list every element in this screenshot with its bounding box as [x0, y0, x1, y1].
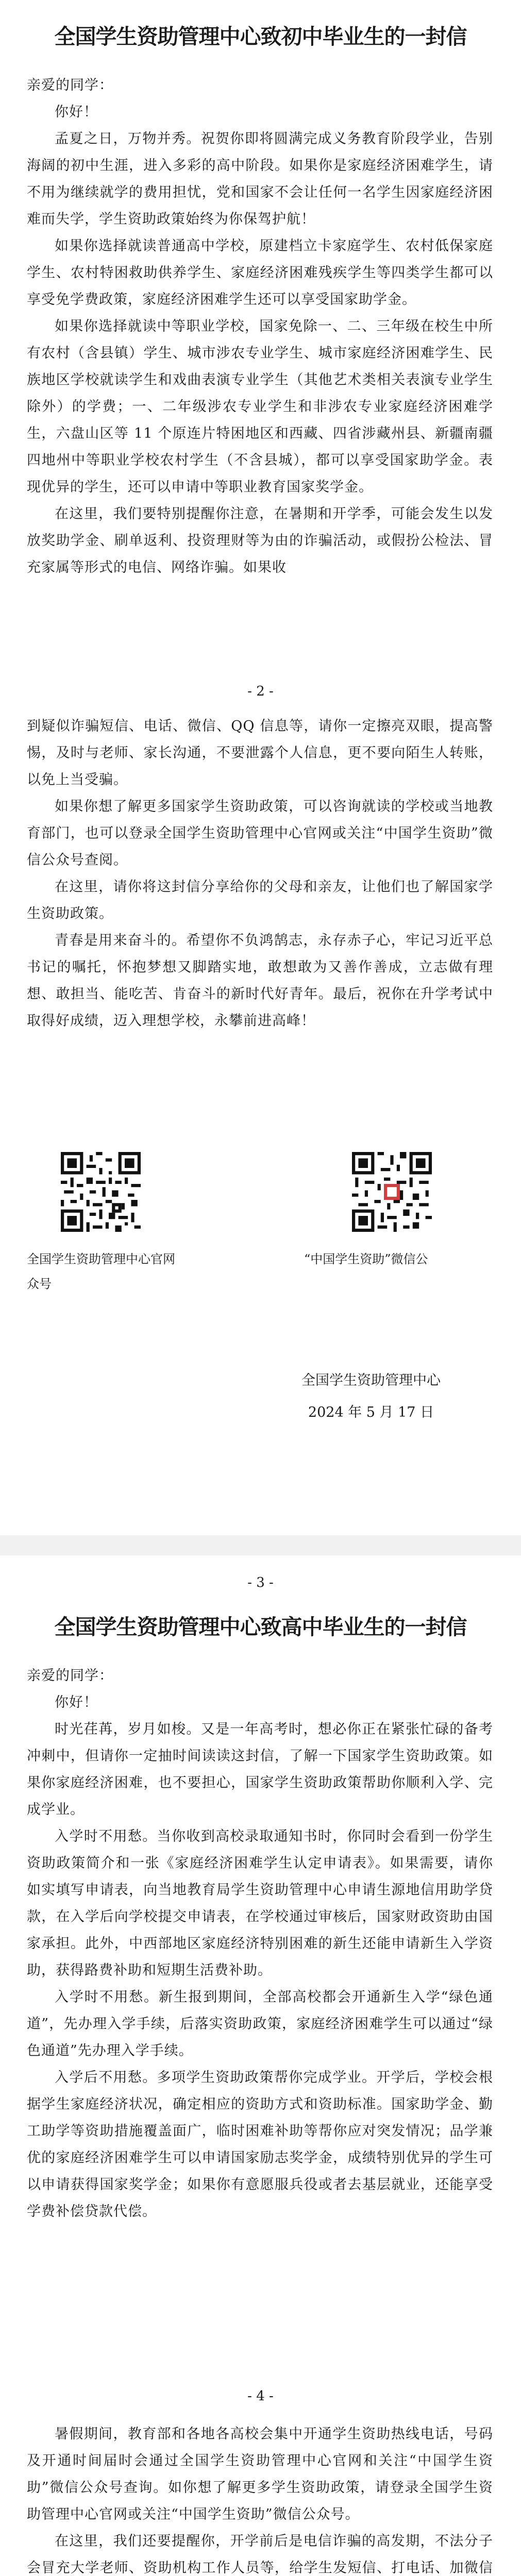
paragraph: 时光荏苒，岁月如梭。又是一年高考时，想必你正在紧张忙碌的备考冲刺中，但请你一定抽时间读读这封信，了解一下国家学生资助政策。如果你家庭经济困难，也不要担心，国家学生资助政策帮助你顺利入学、完成学业。: [27, 1721, 493, 1818]
page-separator: [0, 1535, 521, 1555]
qr-code-graphic: [61, 1152, 141, 1232]
page-number: - 3 -: [247, 1575, 274, 1590]
paragraph: 入学时不用愁。当你收到高校录取通知书时，你同时会看到一份学生资助政策简介和一张《家庭经济困难学生认定申请表》。如果需要，请你如实填写申请表，向当地教育局学生资助管理中心申请生源地信用助学贷款，在入学后向学校提交申请表，在学校通过审核后，国家财政资助由国家承担。此外，中西部地区家庭经济特别困难的新生还能申请新生入学资助，获得路费补助和短期生活费补助。: [27, 1828, 493, 1978]
qr-code-graphic: [352, 1152, 432, 1232]
paragraph-continued: 到疑似诈骗短信、电话、微信、QQ 信息等，请你一定擦亮双眼，提高警惕，及时与老师、家长沟通，不要泄露个人信息，更不要向陌生人转账，以免上当受骗。: [27, 718, 493, 788]
paragraph: 在这里，请你将这封信分享给你的父母和亲友，让他们也了解国家学生资助政策。: [27, 879, 493, 922]
letter-body-part-1: [27, 72, 493, 581]
greeting: 亲爱的同学：: [27, 1668, 113, 1684]
qr-caption-wechat: “中国学生资助”微信公: [304, 1252, 428, 1266]
greeting: 亲爱的同学：: [27, 77, 113, 93]
paragraph: 在这里，我们还要提醒你，开学前后是电信诈骗的高发期，不法分子会冒充大学老师、资助机构工作人员等，给学生发短信、打电话、加微信: [27, 2533, 493, 2576]
letter-title: 全国学生资助管理中心致高中毕业生的一封信: [54, 1615, 467, 1639]
paragraph: 如果你选择就读普通高中学校，原建档立卡家庭学生、农村低保家庭学生、农村特困救助供养学生、家庭经济困难残疾学生等四类学生都可以享受免学费政策，家庭经济困难学生还可以享受国家助学金。: [27, 238, 493, 308]
letter-body-part-2: [27, 713, 493, 1035]
paragraph: 孟夏之日，万物并秀。祝贺你即将圆满完成义务教育阶段学业，告别海阔的初中生涯，进入多彩的高中阶段。如果你是家庭经济困难学生，请不用为继续就学的费用担忧，党和国家不会让任何一名学生因家庭经济困难而失学，学生资助政策始终为你保驾护航！: [27, 131, 493, 227]
letter-title: 全国学生资助管理中心致初中毕业生的一封信: [54, 24, 467, 49]
caption-line: 众号: [27, 1277, 52, 1291]
paragraph: 如果你想了解更多国家学生资助政策，可以咨询就读的学校或当地教育部门，也可以登录全国学生资助管理中心官网或关注“中国学生资助”微信公众号查阅。: [27, 799, 493, 868]
letter-body-part-1: [27, 1663, 493, 2225]
qr-caption-official-site: [27, 1247, 197, 1296]
paragraph: 暑假期间，教育部和各地各高校会集中开通学生资助热线电话，号码及开通时间届时会通过全国学生资助管理中心官网和关注“中国学生资助”微信公众号查询。如你想了解更多学生资助政策，请登录全国学生资助管理中心官网或关注“中国学生资助”微信公众号。: [27, 2426, 493, 2522]
paragraph: 入学时不用愁。新生报到期间，全部高校都会开通新生入学“绿色通道”，先办理入学手续，后落实资助政策，家庭经济困难学生可以通过“绿色通道”先办理入学手续。: [27, 1989, 493, 2059]
paragraph: 在这里，我们要特别提醒你注意，在暑期和开学季，可能会发生以发放奖助学金、刷单返利、投资理财等为由的诈骗活动，或假扮公检法、冒充家属等形式的电信、网络诈骗。如果收: [27, 506, 493, 575]
paragraph: 入学后不用愁。多项学生资助政策帮你完成学业。开学后，学校会根据学生家庭经济状况，确定相应的资助方式和资助标准。国家助学金、勤工助学等资助措施覆盖面广，临时困难补助等帮你应对突发情况；品学兼优的家庭经济困难学生可以申请国家励志奖学金，成绩特别优异的学生可以申请获得国家奖学金；如果你有意愿服兵役或者去基层就业，还能享受学费补偿贷款代偿。: [27, 2070, 493, 2219]
letter-senior-high: [0, 1555, 521, 2576]
paragraph: 如果你选择就读中等职业学校，国家免除一、二、三年级在校生中所有农村（含县镇）学生、城市涉农专业学生、城市家庭经济困难学生、民族地区学校就读学生和戏曲表演专业学生（其他艺术类相关表演专业学生除外）的学费；一、二年级涉农专业学生和非涉农专业家庭经济困难学生，六盘山区等 11 个原连片特困地区和西藏、四省涉藏州县、新疆南疆四地州中等职业学校农村学生（不含县城），都可以享受国家助学金。表现优异的学生，还可以申请中等职业教育国家奖学金。: [27, 318, 493, 495]
signature: 全国学生资助管理中心: [301, 1372, 441, 1388]
salutation: 你好！: [55, 1694, 98, 1710]
caption-line: 全国学生资助管理中心官网: [27, 1252, 175, 1266]
qr-code-official-site: [61, 1152, 141, 1232]
page-number: - 2 -: [247, 684, 274, 699]
signature-date: 2024 年 5 月 17 日: [308, 1404, 434, 1420]
paragraph: 青春是用来奋斗的。希望你不负鸿鹄志，永存赤子心，牢记习近平总书记的嘱托，怀抱梦想又脚踏实地，敢想敢为又善作善成，立志做有理想、敢担当、能吃苦、肯奋斗的新时代好青年。最后，祝你在升学考试中取得好成绩，迈入理想学校，永攀前进高峰！: [27, 933, 493, 1029]
letter-body-part-2: [27, 2421, 493, 2576]
salutation: 你好！: [55, 104, 98, 120]
page-number: - 4 -: [247, 2388, 274, 2404]
qr-code-wechat: [352, 1152, 432, 1232]
